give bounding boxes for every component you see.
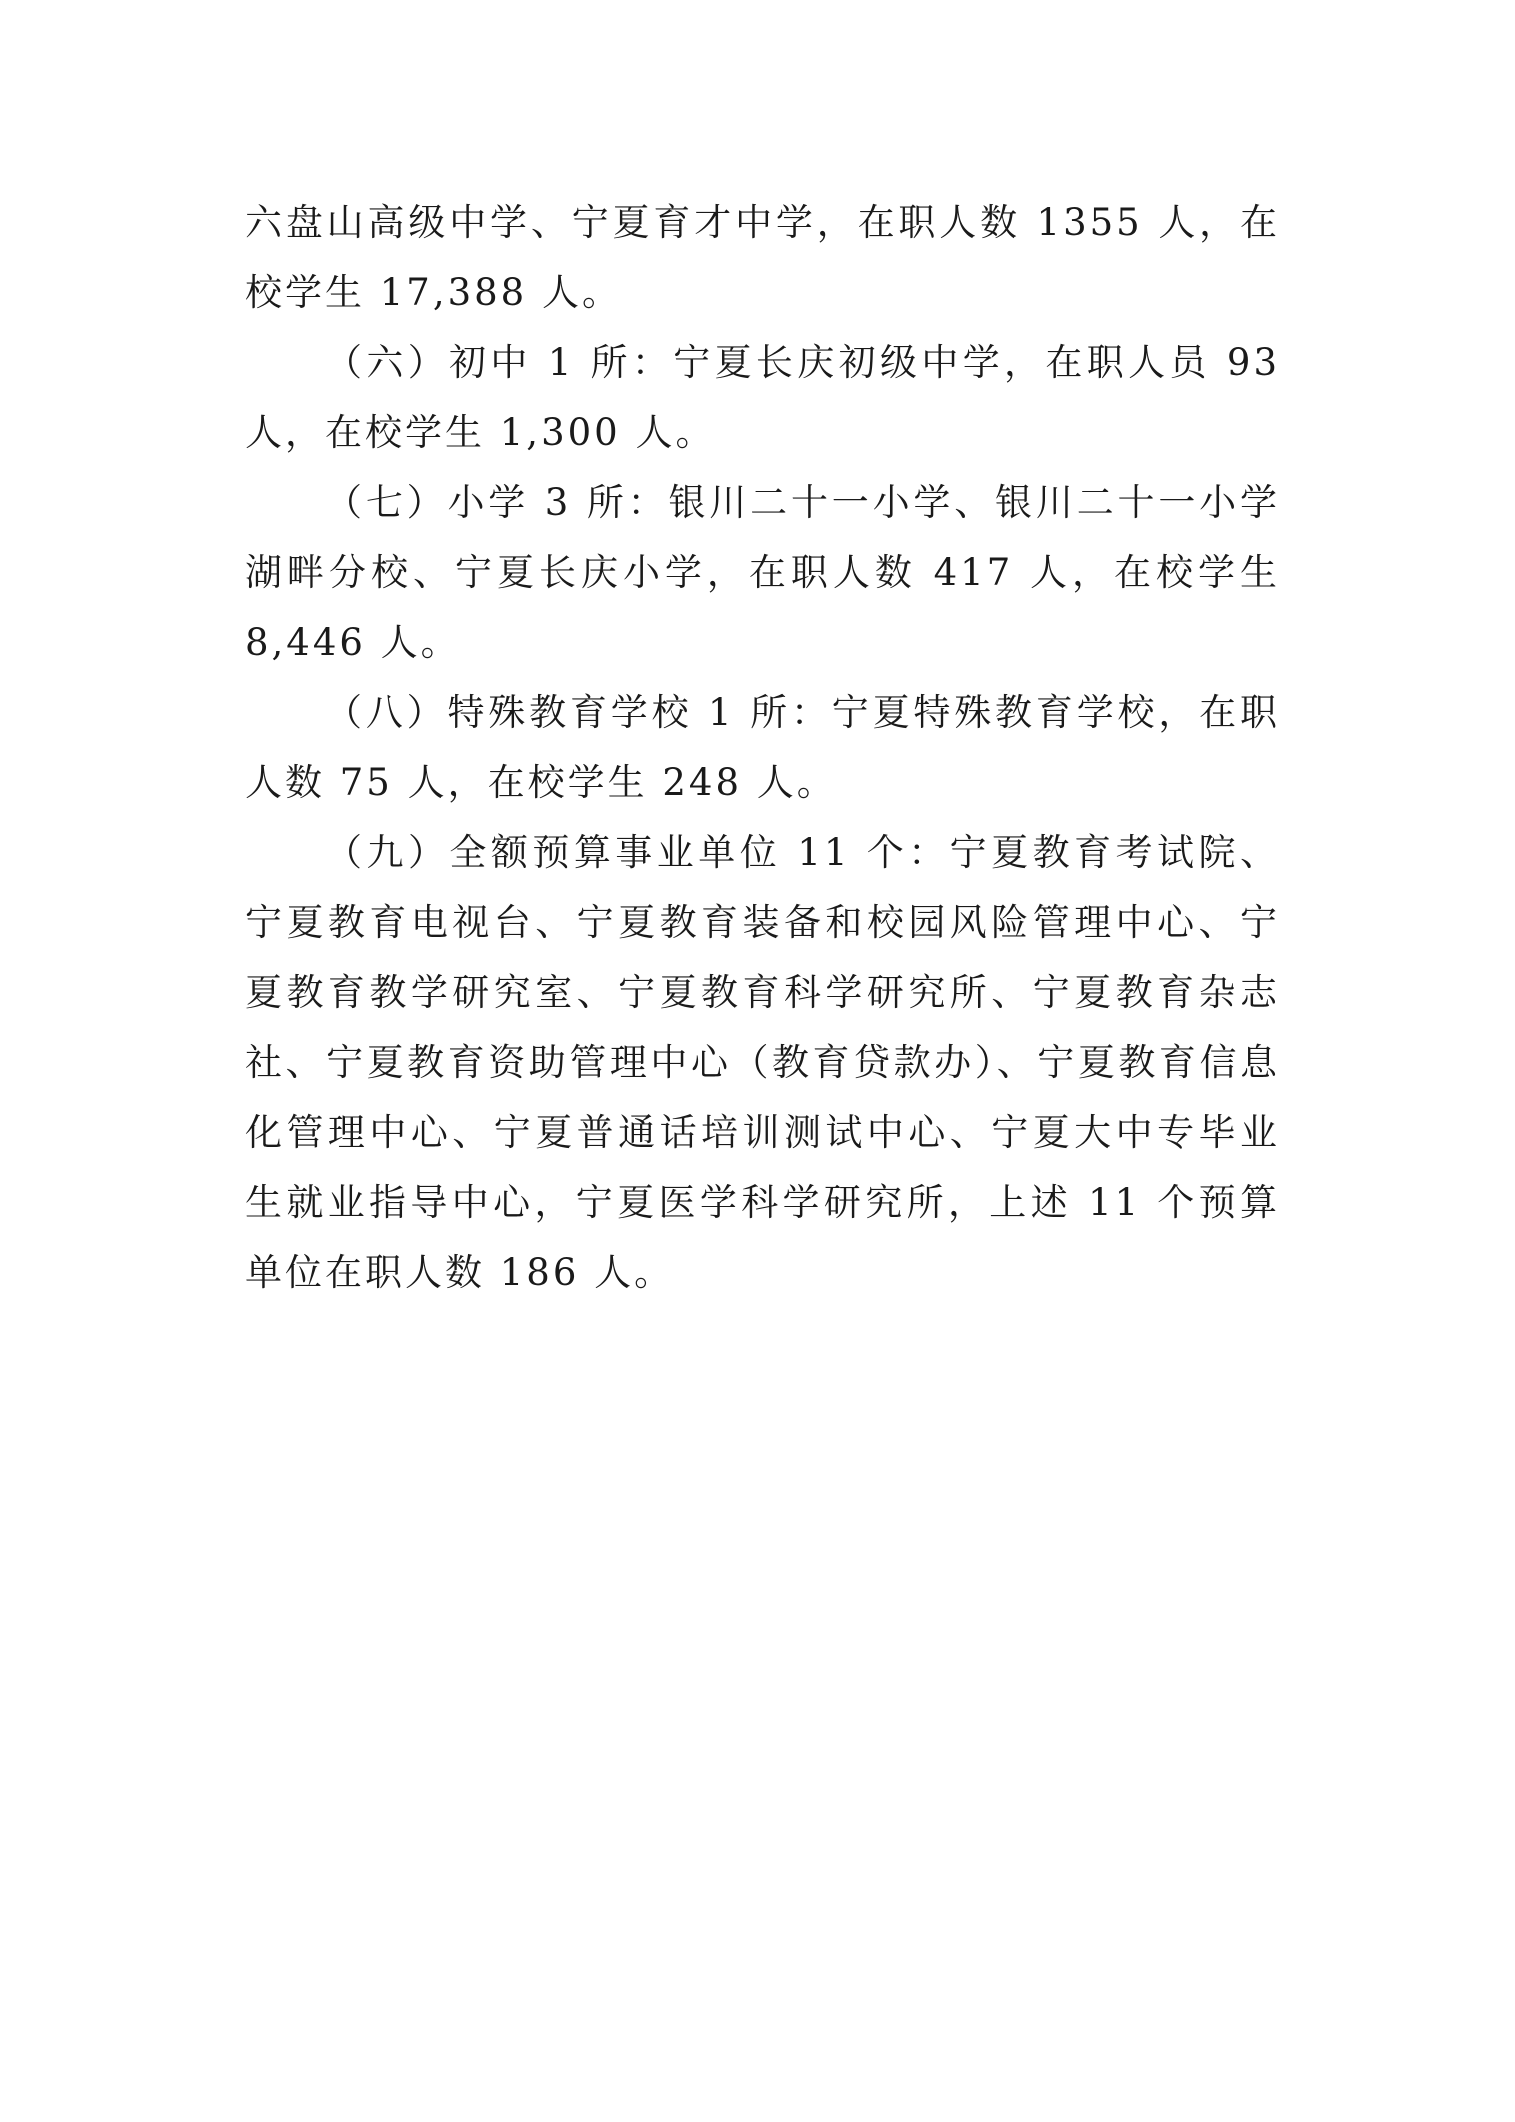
paragraph-primary-schools: （七）小学 3 所：银川二十一小学、银川二十一小学湖畔分校、宁夏长庆小学，在职人数 417 人，在校学生 8,446 人。 (245, 481, 1280, 664)
paragraph-continuation: 六盘山高级中学、宁夏育才中学，在职人数 1355 人，在校学生 17,388 人。 (245, 201, 1280, 314)
paragraph-budget-units: （九）全额预算事业单位 11 个：宁夏教育考试院、宁夏教育电视台、宁夏教育装备和校园风险管理中心、宁夏教育教学研究室、宁夏教育科学研究所、宁夏教育杂志社、宁夏教育资助管理中心（教育贷款办）、宁夏教育信息化管理中心、宁夏普通话培训测试中心、宁夏大中专毕业生就业指导中心，宁夏医学科学研究所，上述 11 个预算单位在职人数 186 人。 (245, 831, 1280, 1294)
paragraph-special-education: （八）特殊教育学校 1 所：宁夏特殊教育学校，在职人数 75 人，在校学生 248 人。 (245, 691, 1280, 804)
document-body (245, 188, 1280, 1308)
paragraph-junior-high: （六）初中 1 所：宁夏长庆初级中学，在职人员 93 人，在校学生 1,300 人。 (245, 341, 1280, 454)
